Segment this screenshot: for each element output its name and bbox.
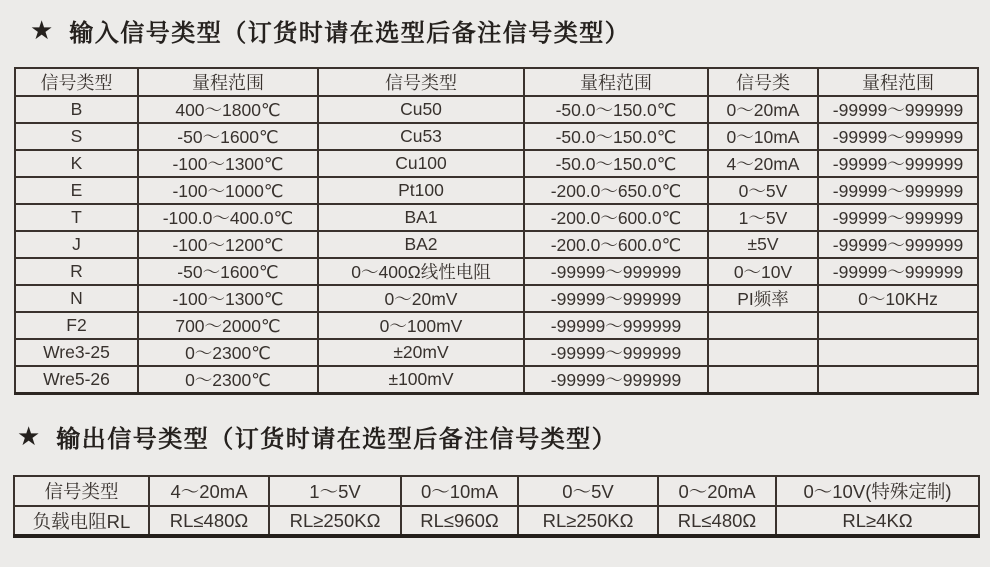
table-cell (708, 312, 818, 339)
input-section-title (30, 13, 630, 48)
table-cell: -50.0～150.0℃ (524, 96, 708, 123)
table-row (14, 506, 979, 536)
table-cell: ±20mV (318, 339, 524, 366)
table-cell: 0～10V (708, 258, 818, 285)
table-cell: PI频率 (708, 285, 818, 312)
table-cell: F2 (15, 312, 138, 339)
table-cell: 700～2000℃ (138, 312, 318, 339)
table-cell: -50～1600℃ (138, 123, 318, 150)
table-cell: RL≤480Ω (658, 506, 776, 536)
table-row (15, 150, 978, 177)
table-cell: Cu50 (318, 96, 524, 123)
table-cell: 0～2300℃ (138, 366, 318, 394)
column-header: 1～5V (269, 476, 401, 506)
table-cell: 0～10KHz (818, 285, 978, 312)
table-cell: J (15, 231, 138, 258)
table-cell: B (15, 96, 138, 123)
table-cell: 1～5V (708, 204, 818, 231)
table-cell: -200.0～600.0℃ (524, 204, 708, 231)
table-cell: -100～1300℃ (138, 150, 318, 177)
table-cell: -99999～999999 (818, 96, 978, 123)
output-table-body (14, 506, 979, 536)
input-signal-table (14, 67, 979, 395)
table-cell: -99999～999999 (524, 285, 708, 312)
table-cell: 4～20mA (708, 150, 818, 177)
output-table-header-row (14, 476, 979, 506)
output-signal-table (13, 475, 980, 538)
table-row (15, 366, 978, 394)
table-cell: -100～1300℃ (138, 285, 318, 312)
table-cell: -99999～999999 (818, 123, 978, 150)
table-cell (708, 339, 818, 366)
table-row (15, 96, 978, 123)
column-header: 信号类 (708, 68, 818, 96)
table-cell: RL≥250KΩ (269, 506, 401, 536)
table-cell: N (15, 285, 138, 312)
column-header: 信号类型 (318, 68, 524, 96)
table-cell: ±100mV (318, 366, 524, 394)
star-icon: ★ (30, 15, 54, 45)
star-icon: ★ (17, 421, 41, 451)
column-header: 4～20mA (149, 476, 269, 506)
table-cell: -200.0～650.0℃ (524, 177, 708, 204)
table-cell: Wre3-25 (15, 339, 138, 366)
table-cell: R (15, 258, 138, 285)
table-cell: K (15, 150, 138, 177)
table-cell: -99999～999999 (818, 258, 978, 285)
table-cell: -99999～999999 (818, 204, 978, 231)
table-cell: BA2 (318, 231, 524, 258)
table-cell: -200.0～600.0℃ (524, 231, 708, 258)
table-cell: -99999～999999 (524, 312, 708, 339)
table-cell: 负载电阻RL (14, 506, 149, 536)
table-cell: -99999～999999 (818, 231, 978, 258)
table-cell: -50～1600℃ (138, 258, 318, 285)
column-header: 信号类型 (15, 68, 138, 96)
table-row (15, 204, 978, 231)
table-cell: -99999～999999 (524, 258, 708, 285)
column-header: 信号类型 (14, 476, 149, 506)
column-header: 量程范围 (138, 68, 318, 96)
table-cell: Wre5-26 (15, 366, 138, 394)
table-cell: -100～1000℃ (138, 177, 318, 204)
table-cell (818, 312, 978, 339)
table-row (15, 339, 978, 366)
table-cell (818, 339, 978, 366)
table-cell: -100～1200℃ (138, 231, 318, 258)
table-row (15, 123, 978, 150)
output-section-title-text: 输出信号类型（订货时请在选型后备注信号类型） (56, 426, 618, 453)
table-row (15, 177, 978, 204)
table-cell: 0～20mV (318, 285, 524, 312)
table-cell: 0～100mV (318, 312, 524, 339)
table-cell: ±5V (708, 231, 818, 258)
table-cell: Cu53 (318, 123, 524, 150)
table-cell: 0～5V (708, 177, 818, 204)
table-cell: T (15, 204, 138, 231)
table-cell: 0～400Ω线性电阻 (318, 258, 524, 285)
input-table-header-row (15, 68, 978, 96)
table-cell: RL≥4KΩ (776, 506, 979, 536)
output-section-title (17, 419, 617, 454)
table-cell: Pt100 (318, 177, 524, 204)
table-row (15, 312, 978, 339)
column-header: 0～10mA (401, 476, 518, 506)
table-cell (818, 366, 978, 394)
table-cell: -50.0～150.0℃ (524, 150, 708, 177)
table-cell: -99999～999999 (524, 339, 708, 366)
table-cell: -99999～999999 (818, 177, 978, 204)
input-table-body (15, 96, 978, 394)
column-header: 0～10V(特殊定制) (776, 476, 979, 506)
column-header: 量程范围 (524, 68, 708, 96)
table-row (15, 258, 978, 285)
table-cell: -50.0～150.0℃ (524, 123, 708, 150)
table-row (15, 285, 978, 312)
table-cell: -99999～999999 (524, 366, 708, 394)
table-row (15, 231, 978, 258)
table-cell: -100.0～400.0℃ (138, 204, 318, 231)
table-cell: Cu100 (318, 150, 524, 177)
table-cell: RL≤960Ω (401, 506, 518, 536)
table-cell: BA1 (318, 204, 524, 231)
table-cell: E (15, 177, 138, 204)
table-cell: RL≥250KΩ (518, 506, 658, 536)
input-section-title-text: 输入信号类型（订货时请在选型后备注信号类型） (69, 20, 631, 47)
table-cell: -99999～999999 (818, 150, 978, 177)
table-cell (708, 366, 818, 394)
column-header: 0～20mA (658, 476, 776, 506)
table-cell: RL≤480Ω (149, 506, 269, 536)
table-cell: 0～10mA (708, 123, 818, 150)
table-cell: 400～1800℃ (138, 96, 318, 123)
column-header: 0～5V (518, 476, 658, 506)
column-header: 量程范围 (818, 68, 978, 96)
table-cell: 0～20mA (708, 96, 818, 123)
table-cell: S (15, 123, 138, 150)
table-cell: 0～2300℃ (138, 339, 318, 366)
